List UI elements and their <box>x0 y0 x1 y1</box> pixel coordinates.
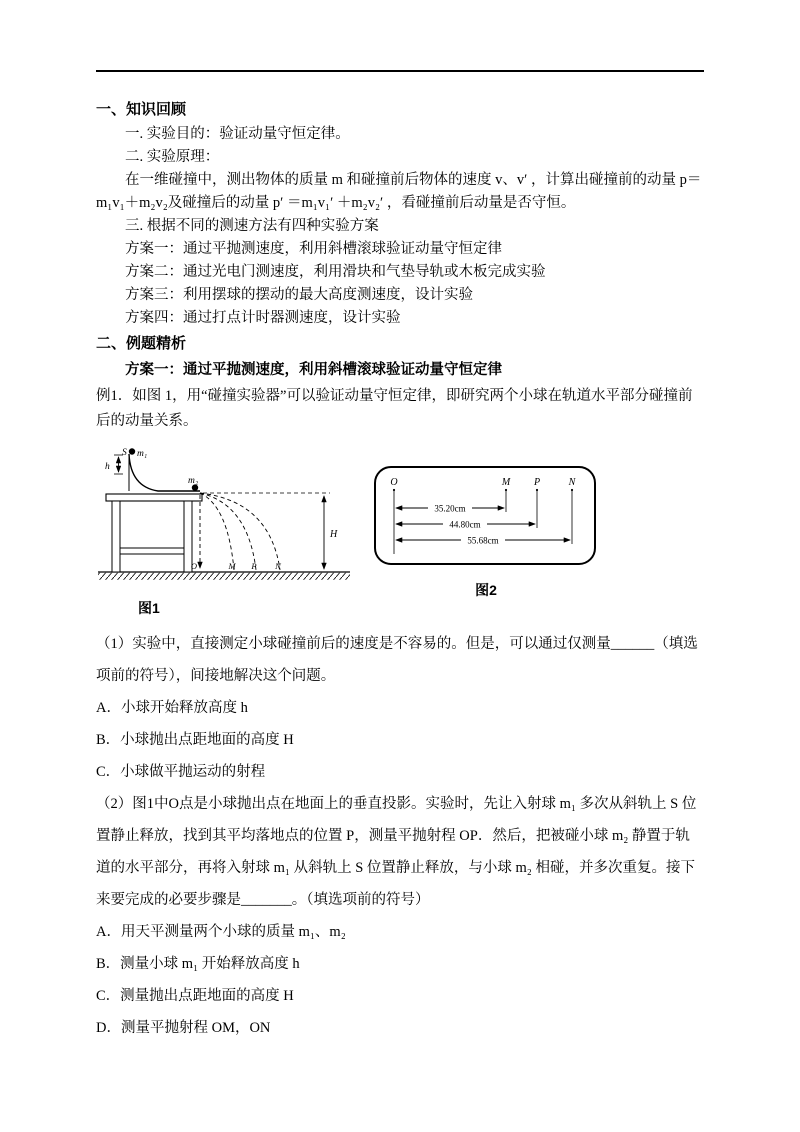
distance-label-OM: 35.20cm <box>434 503 466 514</box>
height-h-dimension <box>105 455 123 474</box>
figure-1-caption: 图1 <box>138 600 160 616</box>
question-2-option-C: C．测量抛出点距地面的高度 H <box>96 988 294 1004</box>
label-S: S <box>122 448 127 458</box>
text-line-plan4: 方案四：通过打点计时器测速度，设计实验 <box>125 310 401 326</box>
question-2: （2）图1中O点是小球抛出点在地面上的垂直投影。实验时，先让入射球 m₁ 多次从斜轨上 S 位置静止释放，找到其平均落地点的位置 P，测量平抛射程 OP．然后，把被碰小球 m₂ 静置于轨道的水平部分，再将入射球 m₁ 从斜轨上 S 位置静止释放，与小球 m₂ 相碰，并多次重复。接下来要完成的必要步骤是_______。（填选项前的符号） <box>96 796 697 908</box>
question-2-option-B: B．测量小球 m₁ 开始释放高度 h <box>96 956 300 972</box>
subsection-heading-plan1: 方案一：通过平抛测速度，利用斜槽滚球验证动量守恒定律 <box>125 362 502 378</box>
label-m1: m₁ <box>137 449 148 459</box>
trajectory-to-P <box>200 493 256 570</box>
point-dots <box>393 489 573 491</box>
text-line-plan2: 方案二：通过光电门测速度，利用滑块和气垫导轨或木板完成实验 <box>125 264 546 280</box>
text-line-principle: 二. 实验原理： <box>125 149 220 165</box>
questions-section <box>96 628 704 1044</box>
ball-m1 <box>129 448 135 454</box>
text-line-methods: 三. 根据不同的测速方法有四种实验方案 <box>125 218 379 234</box>
rounded-border <box>375 467 595 564</box>
text-line-purpose: 一. 实验目的：验证动量守恒定律。 <box>125 126 350 142</box>
label-H: H <box>330 529 338 540</box>
question-1-option-B: B．小球抛出点距地面的高度 H <box>96 732 294 748</box>
figure-2-diagram <box>372 464 600 570</box>
label-m2: m₂ <box>188 476 199 486</box>
label-P: P <box>533 477 541 488</box>
figure-2 <box>372 464 600 600</box>
figure-1-diagram <box>96 444 358 596</box>
label-M: M <box>501 477 511 488</box>
question-1-option-A: A．小球开始释放高度 h <box>96 700 248 716</box>
label-P: P <box>251 561 257 571</box>
distance-label-ON: 55.68cm <box>467 535 499 546</box>
distance-ON <box>396 533 570 546</box>
question-1: （1）实验中，直接测定小球碰撞前后的速度是不容易的。但是，可以通过仅测量______（填选项前的符号），间接地解决这个问题。 <box>96 636 698 684</box>
divider-rule <box>96 70 704 72</box>
trajectory-to-M <box>200 493 234 570</box>
text-line-plan1: 方案一：通过平抛测速度，利用斜槽滚球验证动量守恒定律 <box>125 241 502 257</box>
label-O: O <box>390 477 398 488</box>
ground-line <box>98 572 350 580</box>
example-intro: 例1．如图 1，用“碰撞实验器”可以验证动量守恒定律，即研究两个小球在轨道水平部分碰撞前后的动量关系。 <box>96 388 693 429</box>
distance-label-OP: 44.80cm <box>449 519 481 530</box>
figure-2-caption: 图2 <box>475 582 497 598</box>
label-O: O <box>190 561 198 571</box>
text-paragraph-principle-body: 在一维碰撞中，测出物体的质量 m 和碰撞前后物体的速度 v、v′ ，计算出碰撞前的动量 p＝m₁v₁＋m₂v₂及碰撞后的动量 p′ ＝m₁v₁′ ＋m₂v₂′ ，看碰撞前后动量是否守恒。 <box>96 172 702 211</box>
label-N: N <box>568 477 576 488</box>
section-heading-1: 一、知识回顾 <box>96 101 187 118</box>
section-heading-2: 二、例题精析 <box>96 335 187 352</box>
question-2-option-A: A．用天平测量两个小球的质量 m₁、m₂ <box>96 924 346 940</box>
ground-point-labels <box>191 561 282 571</box>
point-labels <box>390 477 576 488</box>
figures-row <box>96 444 704 618</box>
distance-OP <box>396 517 535 530</box>
question-1-option-C: C．小球做平抛运动的射程 <box>96 764 266 780</box>
trajectory-to-N <box>200 493 280 570</box>
height-H-dimension <box>324 496 338 569</box>
figure-1 <box>96 444 358 618</box>
table <box>106 494 202 572</box>
question-2-option-D: D．测量平抛射程 OM，ON <box>96 1020 271 1036</box>
label-M: M <box>228 561 236 571</box>
knowledge-review-section <box>96 96 704 434</box>
projectile-trajectories <box>200 493 280 570</box>
distance-OM <box>396 501 504 514</box>
label-h: h <box>105 462 110 472</box>
ground-hatching <box>98 573 350 580</box>
label-N: N <box>275 561 281 571</box>
text-line-plan3: 方案三：利用摆球的摆动的最大高度测速度，设计实验 <box>125 287 473 303</box>
